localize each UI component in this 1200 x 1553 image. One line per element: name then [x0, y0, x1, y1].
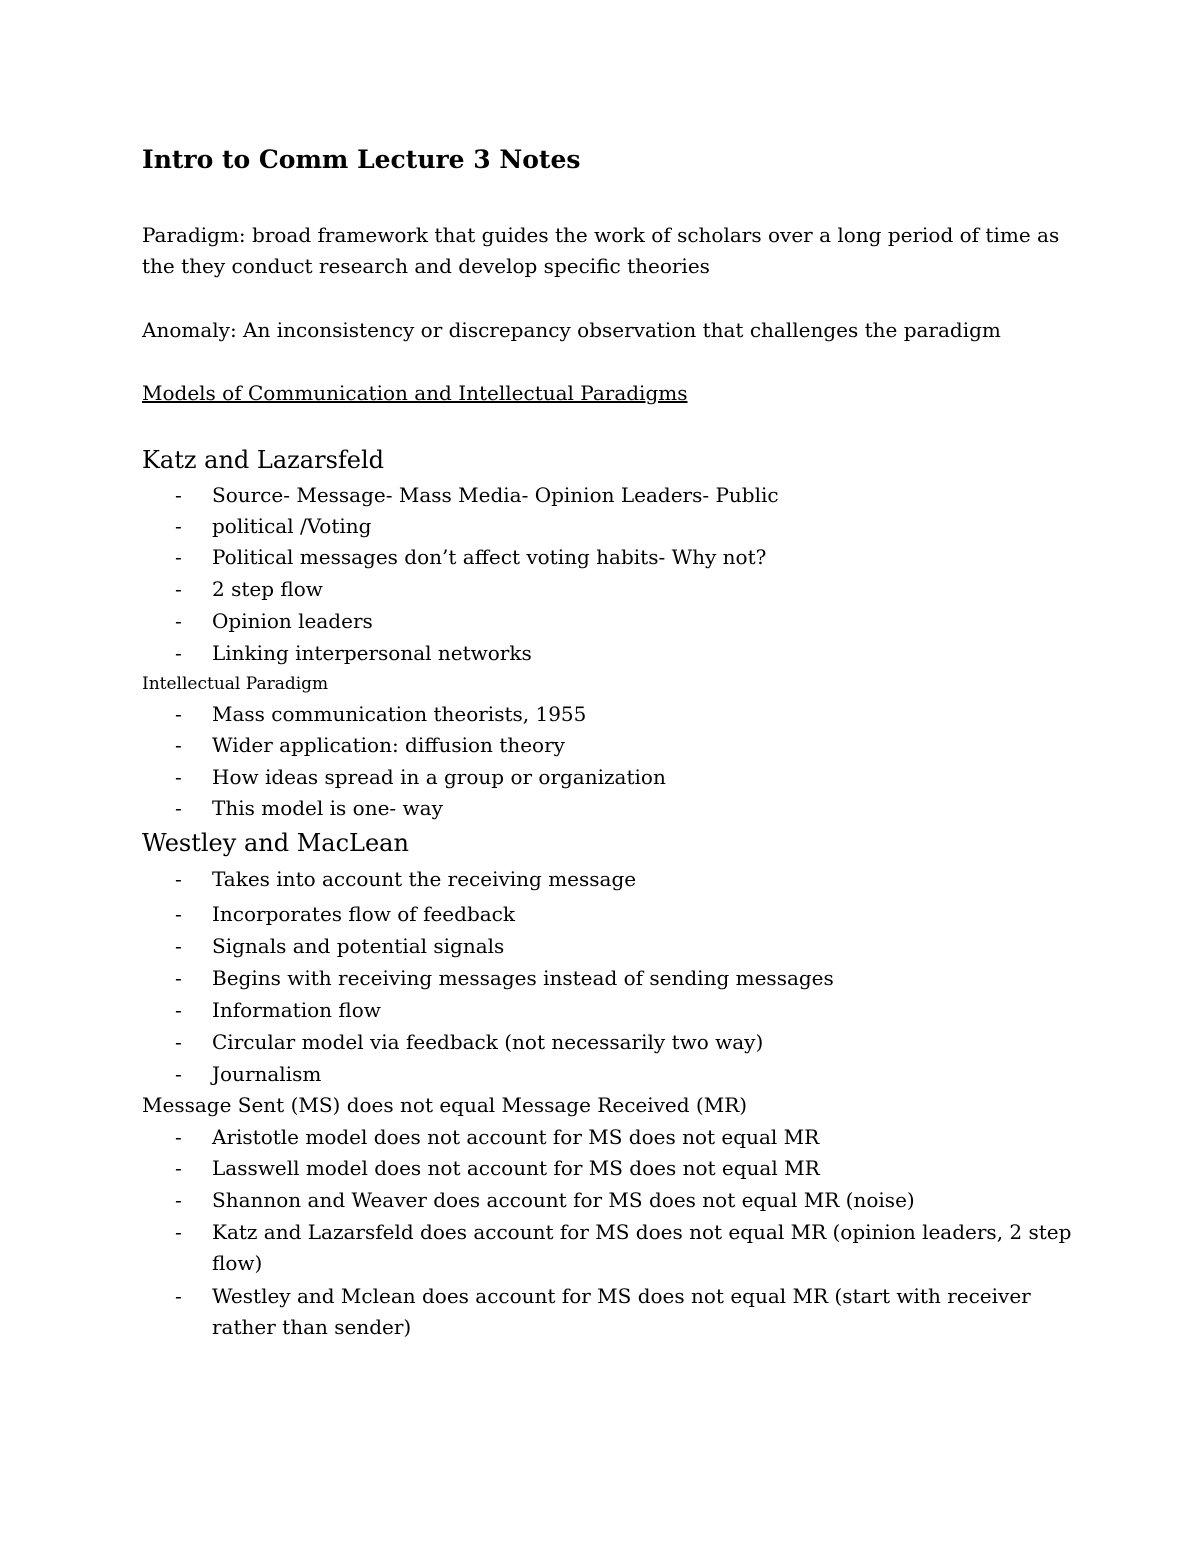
list-item-text: Begins with receiving messages instead of sending messages	[212, 966, 834, 990]
list-item-text: rather than sender)	[212, 1315, 412, 1339]
bullet-dash: -	[175, 514, 182, 538]
list-item-text: Source- Message- Mass Media- Opinion Leaders- Public	[212, 483, 779, 507]
list-item-text: Wider application: diffusion theory	[212, 733, 565, 757]
bullet-dash: -	[175, 902, 182, 926]
bullet-dash: -	[175, 966, 182, 990]
list-item-text: Westley and Mclean does account for MS does not equal MR (start with receiver	[212, 1284, 1031, 1308]
list-item-text: Takes into account the receiving message	[212, 867, 637, 891]
bullet-dash: -	[175, 998, 182, 1022]
bullet-dash: -	[175, 641, 182, 665]
bullet-dash: -	[175, 1188, 182, 1212]
bullet-dash: -	[175, 934, 182, 958]
list-item-text: Circular model via feedback (not necessarily two way)	[212, 1030, 764, 1054]
list-item-text: How ideas spread in a group or organization	[212, 765, 666, 789]
paradigm-definition-line-2: the they conduct research and develop specific theories	[142, 254, 710, 278]
heading-katz-lazarsfeld: Katz and Lazarsfeld	[142, 446, 385, 474]
list-item-text: Incorporates flow of feedback	[212, 902, 515, 926]
list-item-text: Signals and potential signals	[212, 934, 505, 958]
section-heading-models: Models of Communication and Intellectual Paradigms	[142, 381, 688, 405]
bullet-dash: -	[175, 1220, 182, 1244]
list-item-text: Lasswell model does not account for MS does not equal MR	[212, 1156, 820, 1180]
bullet-dash: -	[175, 609, 182, 633]
list-item-text: Information flow	[212, 998, 381, 1022]
paradigm-definition-line-1: Paradigm: broad framework that guides the work of scholars over a long period of time as	[142, 223, 1060, 247]
list-item-text: Mass communication theorists, 1955	[212, 702, 587, 726]
list-item-text: Katz and Lazarsfeld does account for MS does not equal MR (opinion leaders, 2 step	[212, 1220, 1072, 1244]
list-item-text: 2 step flow	[212, 577, 323, 601]
list-item-text: Journalism	[212, 1062, 322, 1086]
heading-intellectual-paradigm: Intellectual Paradigm	[142, 674, 329, 694]
heading-westley-maclean: Westley and MacLean	[142, 829, 409, 857]
list-item-text: Linking interpersonal networks	[212, 641, 532, 665]
bullet-dash: -	[175, 1062, 182, 1086]
heading-ms-mr: Message Sent (MS) does not equal Message Received (MR)	[142, 1093, 748, 1117]
list-item-text: Aristotle model does not account for MS does not equal MR	[212, 1125, 820, 1149]
bullet-dash: -	[175, 1030, 182, 1054]
bullet-dash: -	[175, 483, 182, 507]
bullet-dash: -	[175, 545, 182, 569]
bullet-dash: -	[175, 765, 182, 789]
bullet-dash: -	[175, 733, 182, 757]
anomaly-definition: Anomaly: An inconsistency or discrepancy observation that challenges the paradigm	[142, 318, 1001, 342]
bullet-dash: -	[175, 1284, 182, 1308]
bullet-dash: -	[175, 796, 182, 820]
list-item-text: Political messages don’t affect voting habits- Why not?	[212, 545, 767, 569]
bullet-dash: -	[175, 577, 182, 601]
bullet-dash: -	[175, 1156, 182, 1180]
list-item-text: political /Voting	[212, 514, 372, 538]
list-item-text: Shannon and Weaver does account for MS does not equal MR (noise)	[212, 1188, 915, 1212]
bullet-dash: -	[175, 1125, 182, 1149]
bullet-dash: -	[175, 867, 182, 891]
bullet-dash: -	[175, 702, 182, 726]
list-item-text: Opinion leaders	[212, 609, 373, 633]
list-item-text: flow)	[212, 1251, 263, 1275]
list-item-text: This model is one- way	[212, 796, 443, 820]
document-title: Intro to Comm Lecture 3 Notes	[142, 145, 581, 174]
